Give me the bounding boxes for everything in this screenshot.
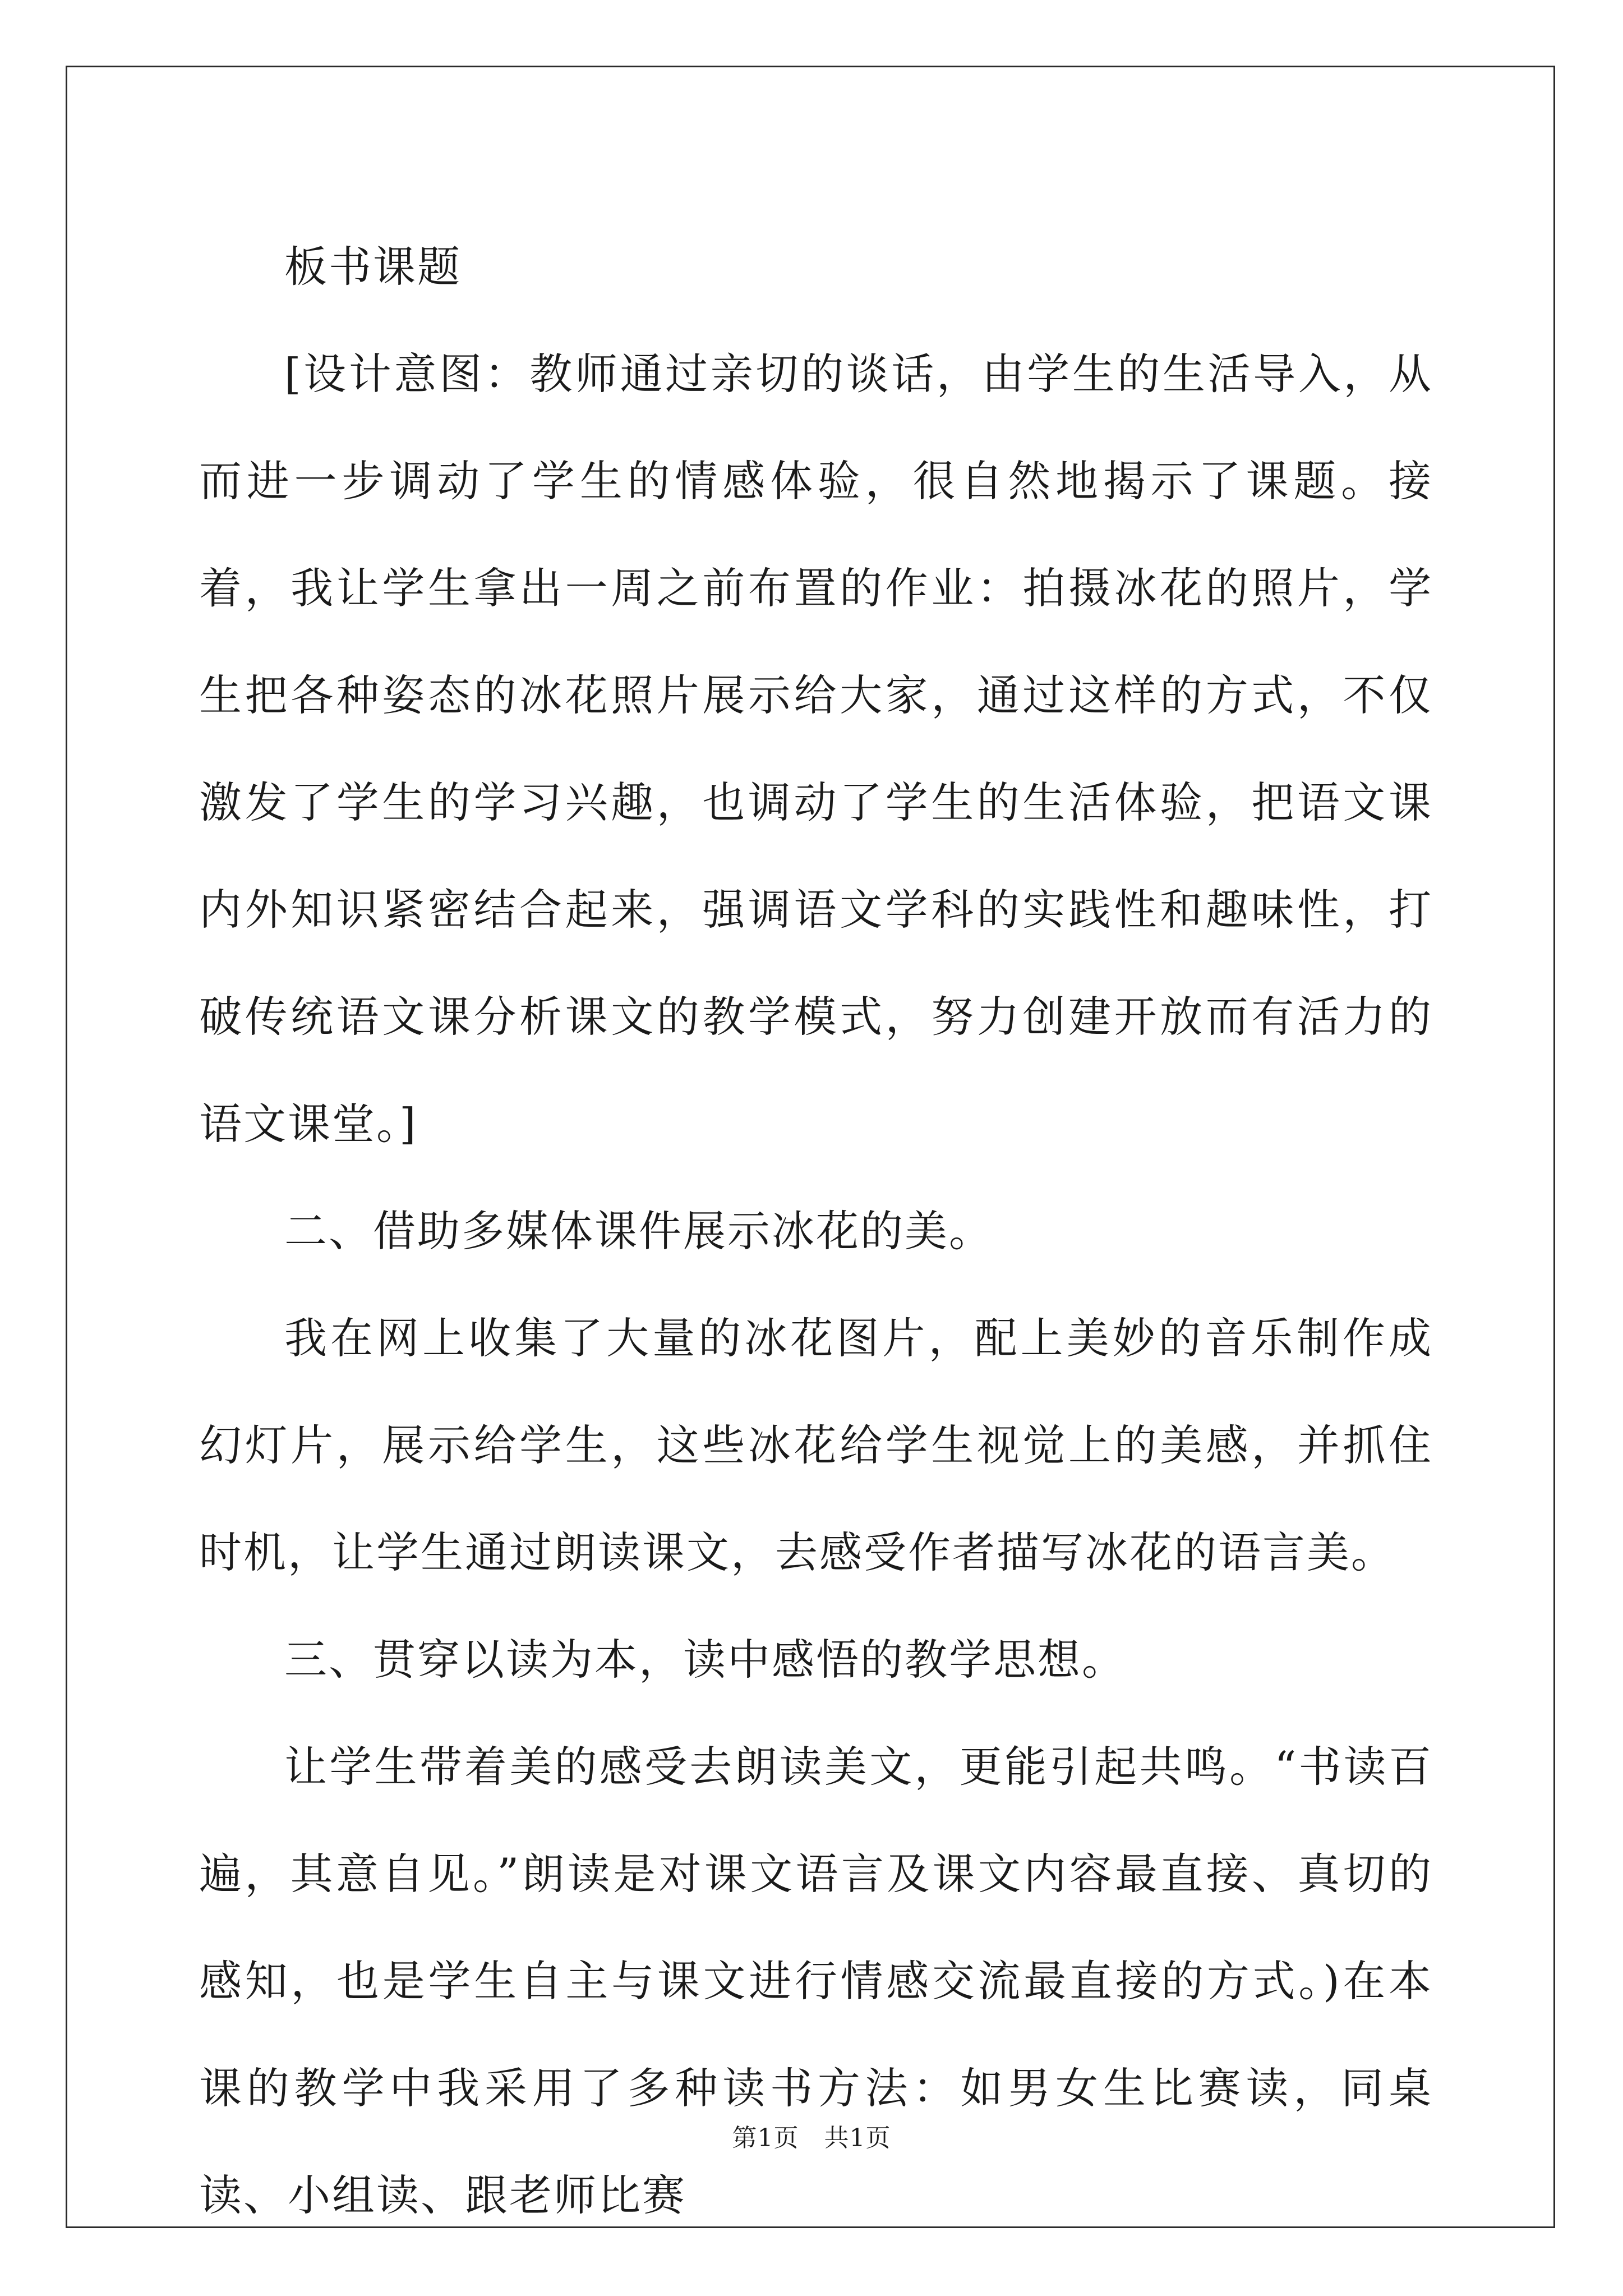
paragraph-section-two-heading: 二、借助多媒体课件展示冰花的美。 [284, 1206, 993, 1256]
paragraph-section-three-heading: 三、贯穿以读为本，读中感悟的教学思想。 [284, 1635, 1126, 1685]
paragraph-design-intent: [设计意图：教师通过亲切的谈话，由学生的生活导入，从而进一步调动了学生的情感体验，很自然地揭示了课题。接着，我让学生拿出一周之前布置的作业：拍摄冰花的照片，学生把各种姿态的冰花照片展示给大家，通过这样的方式，不仅激发了学生的学习兴趣，也调动了学生的生活体验，把语文课内外知识紧密结合起来，强调语文学科的实践性和趣味性，打破传统语文课分析课文的教学模式，努力创建开放而有活力的语文课堂。] [199, 349, 1433, 1149]
page-number-footer: 第1页 共1页 [732, 2124, 891, 2152]
paragraph-reading-method: 让学生带着美的感受去朗读美文，更能引起共鸣。“书读百遍，其意自见。”朗读是对课文语言及课文内容最直接、真切的感知，也是学生自主与课文进行情感交流最直接的方式。)在本课的教学中我采用了多种读书方法：如男女生比赛读，同桌读、小组读、跟老师比赛 [199, 1742, 1433, 2220]
paragraph-multimedia: 我在网上收集了大量的冰花图片，配上美妙的音乐制作成幻灯片，展示给学生，这些冰花给学生视觉上的美感，并抓住时机，让学生通过朗读课文，去感受作者描写冰花的语言美。 [199, 1313, 1433, 1577]
document-body [199, 213, 1433, 2249]
paragraph-heading-topic: 板书课题 [284, 242, 462, 292]
